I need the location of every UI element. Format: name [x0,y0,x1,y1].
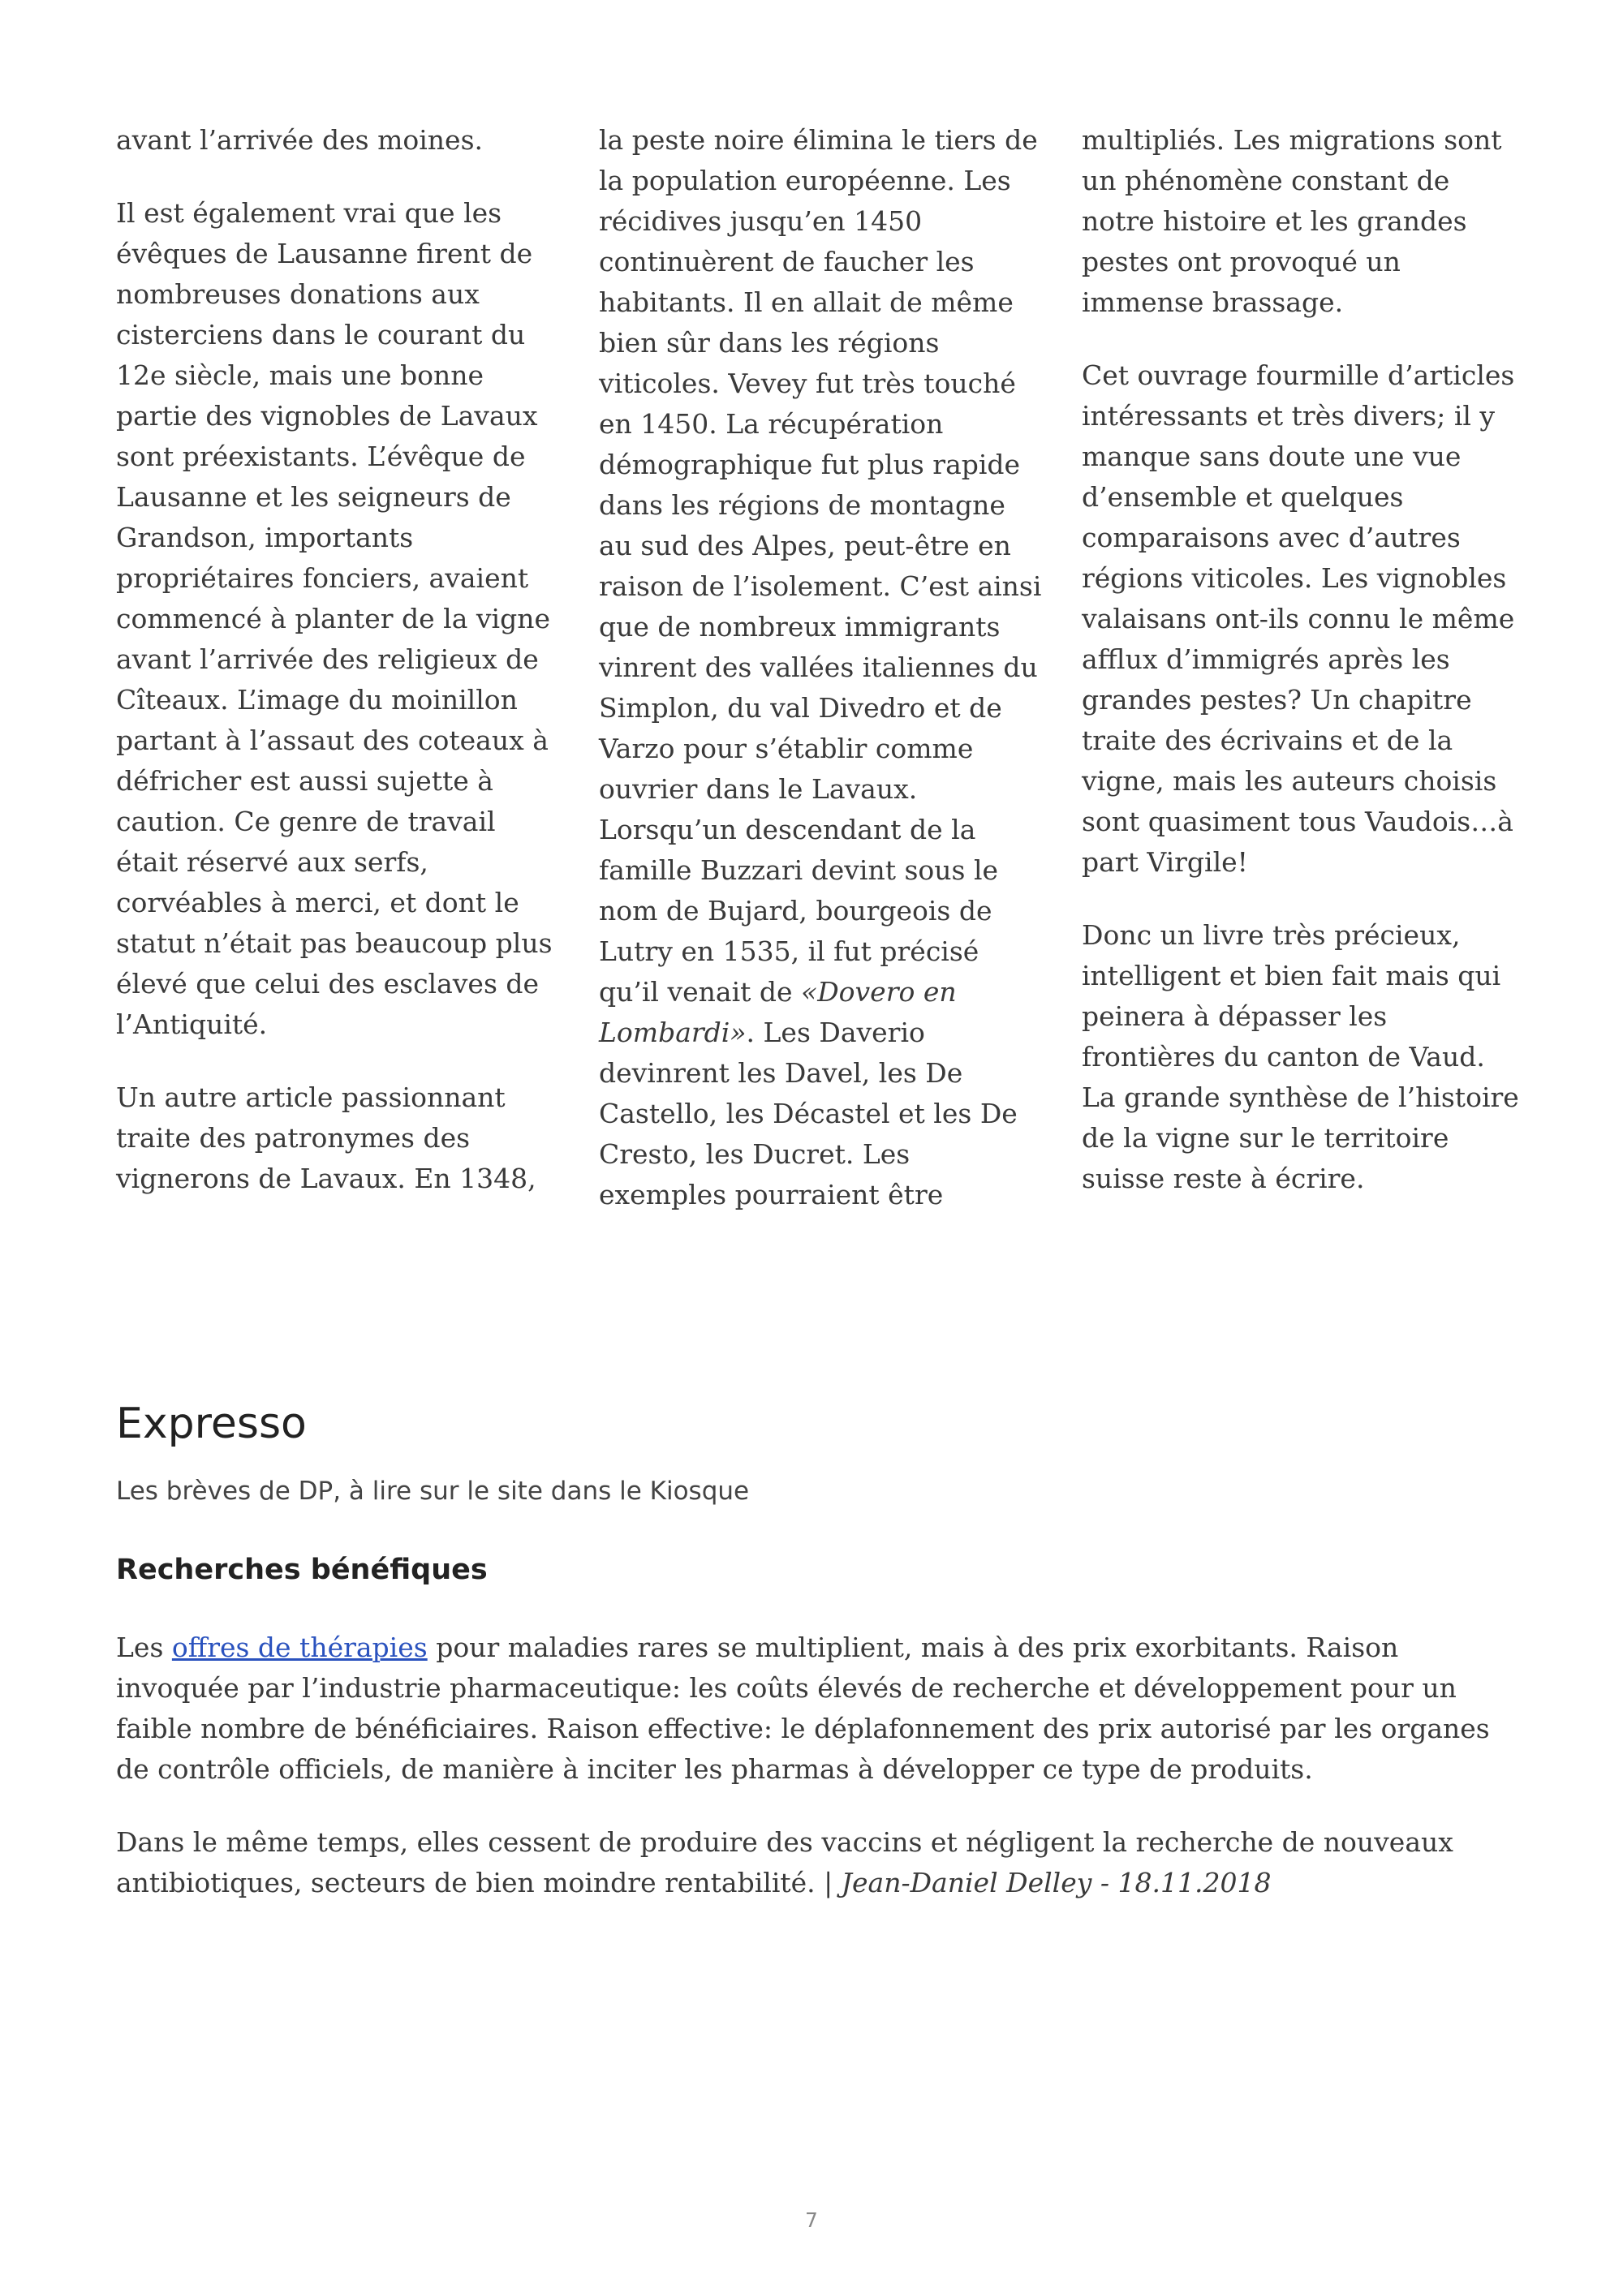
column-2-text-b: . Les Daverio devinrent les Davel, les De Castello, les Décastel et les De Cresto, les Ducret. Les exemples pourraient être [599,1017,1018,1210]
therapies-link[interactable]: offres de thérapies [171,1632,428,1663]
column-1 [116,120,561,1215]
article-paragraph-1 [116,1627,1520,1790]
column-3 [1082,120,1526,1215]
column-1-paragraph-2: Il est également vrai que les évêques de Lausanne firent de nombreuses donations aux cisterciens dans le courant du 12e siècle, mais une bonne partie des vignobles de Lavaux sont préexistants. L’évêque de Lausanne et les seigneurs de Grandson, importants propriétaires fonciers, avaient commencé à planter de la vigne avant l’arrivée des religieux de Cîteaux. L’image du moinillon partant à l’assaut des coteaux à défricher est aussi sujette à caution. Ce genre de travail était réservé aux serfs, corvéables à merci, et dont le statut n’était pas beaucoup plus élevé que celui des esclaves de l’Antiquité. [116,197,553,1040]
column-2 [599,120,1044,1215]
column-1-paragraph-3: Un autre article passionnant traite des patronymes des vignerons de Lavaux. En 1348, [116,1081,536,1194]
section-title: Expresso [116,1400,307,1448]
quote-dovero: «Dovero en Lombardi» [599,976,957,1048]
section-subtitle: Les brèves de DP, à lire sur le site dans le Kiosque [116,1477,750,1506]
expresso-section [116,1395,1520,1903]
column-3-paragraph-3: Donc un livre très précieux, intelligent et bien fait mais qui peinera à dépasser les frontières du canton de Vaud. La grande synthèse de l’histoire de la vigne sur le territoire suisse reste à écrire. [1082,919,1519,1194]
column-1-paragraph-1: avant l’arrivée des moines. [116,124,484,156]
article-title: Recherches bénéfiques [116,1554,488,1586]
column-2-paragraph-1 [599,120,1044,1215]
page-number: 7 [805,2208,818,2232]
article-columns [116,120,1526,1215]
column-3-paragraph-1: multipliés. Les migrations sont un phénomène constant de notre histoire et les grandes pestes ont provoqué un immense brassage. [1082,124,1502,318]
column-3-paragraph-2: Cet ouvrage fourmille d’articles intéressants et très divers; il y manque sans doute une vue d’ensemble et quelques comparaisons avec d’autres régions viticoles. Les vignobles valaisans ont-ils connu le même afflux d’immigrés après les grandes pestes? Un chapitre traite des écrivains et de la vigne, mais les auteurs choisis sont quasiment tous Vaudois…à part Virgile! [1082,359,1515,878]
paragraph-1-prefix: Les [116,1632,172,1663]
article-paragraph-2 [116,1822,1520,1903]
paragraph-2-text: Dans le même temps, elles cessent de produire des vaccins et négligent la recherche de nouveaux antibiotiques, secteurs de bien moindre rentabilité. | [116,1826,1453,1898]
byline: Jean-Daniel Delley - 18.11.2018 [841,1867,1272,1898]
column-2-text-a: la peste noire élimina le tiers de la population européenne. Les récidives jusqu’en 1450 continuèrent de faucher les habitants. Il en allait de même bien sûr dans les régions viticoles. Vevey fut très touché en 1450. La récupération démographique fut plus rapide dans les régions de montagne au sud des Alpes, peut-être en raison de l’isolement. C’est ainsi que de nombreux immigrants vinrent des vallées italiennes du Simplon, du val Divedro et de Varzo pour s’établir comme ouvrier dans le Lavaux. Lorsqu’un descendant de la famille Buzzari devint sous le nom de Bujard, bourgeois de Lutry en 1535, il fut précisé qu’il venait de [599,124,1042,1008]
paragraph-1-text: pour maladies rares se multiplient, mais à des prix exorbitants. Raison invoquée par l’industrie pharmaceutique: les coûts élevés de recherche et développement pour un faible nombre de bénéficiaires. Raison effective: le déplafonnement des prix autorisé par les organes de contrôle officiels, de manière à inciter les pharmas à développer ce type de produits. [116,1632,1490,1785]
